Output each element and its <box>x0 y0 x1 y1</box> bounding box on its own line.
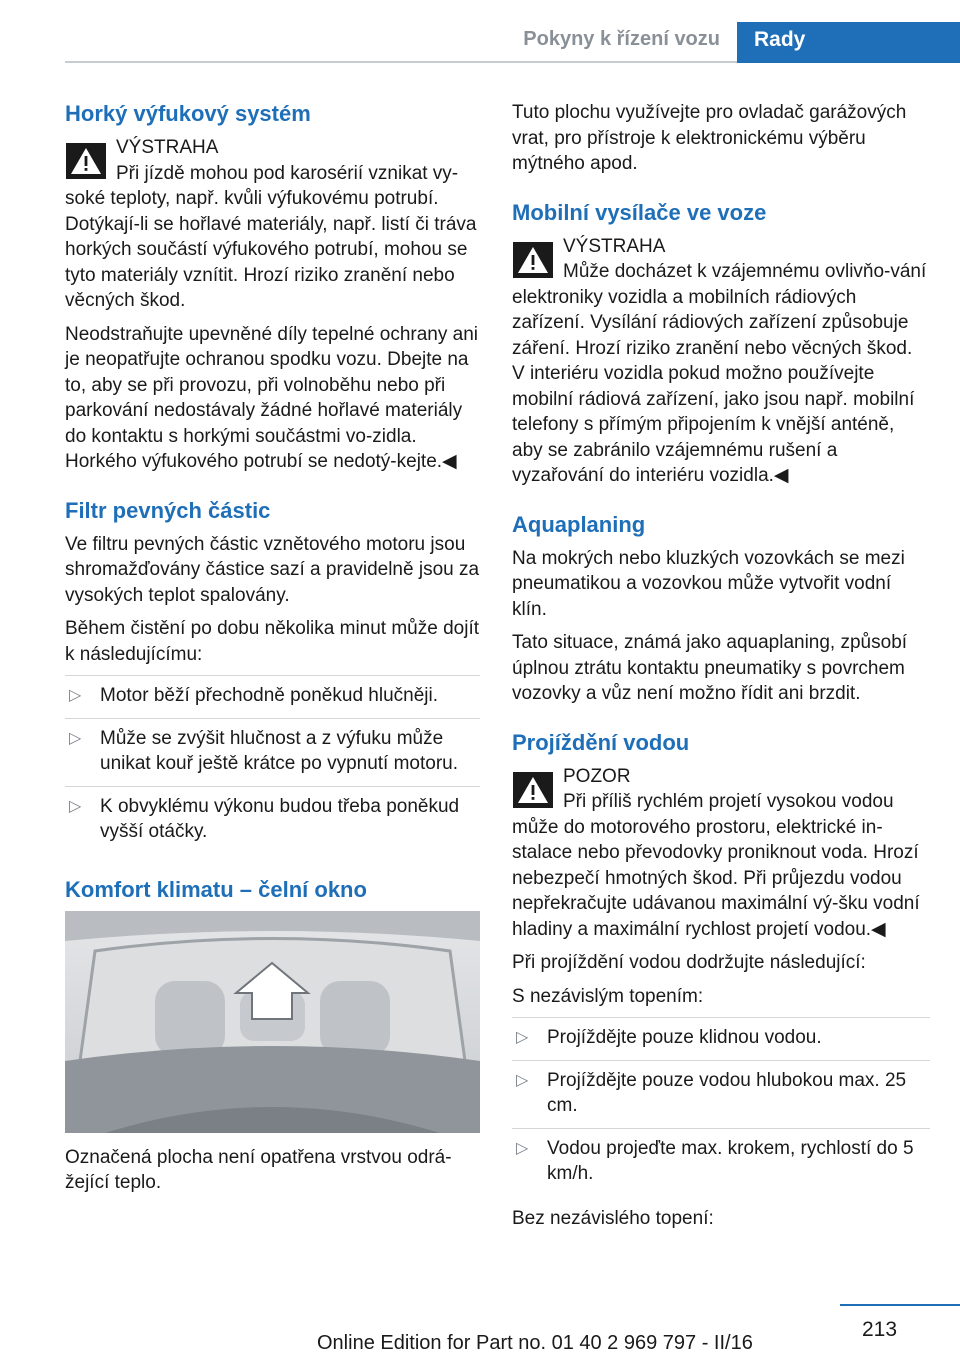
edition-footer: Online Edition for Part no. 01 40 2 969 797 - II/16 <box>317 1332 753 1354</box>
section-title-particle-filter: Filtr pevných částic <box>65 497 271 523</box>
paragraph: Během čistění po dobu několika minut může dojít k následujícímu: <box>65 618 480 665</box>
photo-caption: Označená plocha není opatřena vrstvou odrá‐žející teplo. <box>65 1146 452 1193</box>
warning-label: VÝSTRAHA <box>116 137 219 158</box>
list-item <box>512 1017 930 1060</box>
list-item-text: Může se zvýšit hlučnost a z výfuku může unikat kouř ještě krátce po vypnutí motoru. <box>100 727 459 774</box>
bullet-triangle-icon: ▷ <box>69 729 82 747</box>
caution-label: POZOR <box>563 765 631 787</box>
paragraph: Na mokrých nebo kluzkých vozovkách se mezi pneumatikou a vozovkou může vytvořit vodní klín. <box>512 547 905 620</box>
section-title-mobile-transmitters: Mobilní vysílače ve voze <box>512 199 767 225</box>
list-item-text: Projíždějte pouze vodou hlubokou max. 25 cm. <box>547 1069 907 1116</box>
section-title-exhaust: Horký výfukový systém <box>65 101 311 126</box>
bullet-triangle-icon: ▷ <box>516 1029 529 1046</box>
list-item-text: Vodou projeďte max. krokem, rychlostí do 5 km/h. <box>547 1137 914 1184</box>
warning-text: Při jízdě mohou pod karosérií vznikat vy‐soké teploty, např. kvůli výfukovému potrubí. Dotýkají-li se hořlavé materiály, např. listí či tráva horkých součástí výfukového potrubí, mohou se tyto materiály vznítit. Hrozí riziko zranění nebo věcných škod. <box>65 162 477 311</box>
bullet-list <box>65 675 480 854</box>
header-rule <box>65 61 737 63</box>
right-column <box>512 100 930 1239</box>
caution-water <box>512 764 930 943</box>
list-item <box>512 1060 930 1128</box>
bullet-triangle-icon: ▷ <box>516 1139 529 1157</box>
windshield-photo <box>65 911 480 1133</box>
bullet-list <box>512 1017 930 1196</box>
warning-label: VÝSTRAHA <box>563 235 666 257</box>
left-column <box>65 100 480 1204</box>
warning-text: Může docházet k vzájemnému ovlivňo‐vání elektroniky vozidla a mobilních rádiových zařízení. Vysílání rádiových zařízení způsobuje záření. Hrozí riziko zranění nebo věcných škod. V interiéru vozidla pokud možno používejte mobilní rádiová zařízení, jako jsou např. mobilní telefony s přímým připojením k vnější anténě, aby se zabránilo vzájemnému rušení a vyzařování do interiéru vozidla.◀ <box>512 261 927 486</box>
paragraph: Tato situace, známá jako aquaplaning, způsobí úplnou ztrátu kontaktu pneumatiky s povrchem vozovky a vůz není možno řídit ani brzdit. <box>512 632 908 704</box>
warning-mobile <box>512 234 930 489</box>
page-number: 213 <box>862 1318 898 1341</box>
warning-triangle-icon <box>66 143 106 179</box>
bullet-triangle-icon: ▷ <box>69 687 82 704</box>
list-item <box>65 786 480 854</box>
paragraph: S nezávislým topením: <box>512 985 704 1007</box>
list-item-text: Motor běží přechodně poněkud hlučněji. <box>100 685 439 706</box>
list-item <box>65 675 480 718</box>
bullet-triangle-icon: ▷ <box>516 1071 529 1089</box>
list-item-text: K obvyklému výkonu budou třeba poněkud vyšší otáčky. <box>100 795 460 842</box>
paragraph: Tuto plochu využívejte pro ovladač garážových vrat, pro přístroje k elektronickému výběru mýtného apod. <box>512 102 907 174</box>
list-item-text: Projíždějte pouze klidnou vodou. <box>547 1027 822 1048</box>
paragraph: Neodstraňujte upevněné díly tepelné ochrany ani je neopatřujte ochranou spodku vozu. Dbejte na to, aby se při provozu, při volnoběhu nebo při parkování nedostávaly žádné hořlavé materiály do kontaktu s horkými součástmi vo‐zidla. Horkého výfukového potrubí se nedotý‐kejte.◀ <box>65 323 479 472</box>
footer-rule <box>840 1304 960 1306</box>
caution-triangle-icon <box>513 772 553 808</box>
section-title-climate-windshield: Komfort klimatu – čelní okno <box>65 876 367 902</box>
warning-exhaust <box>65 135 480 314</box>
list-item <box>65 718 480 786</box>
paragraph: Ve filtru pevných částic vznětového motoru jsou shromažďovány částice sazí a pravidelně jsou za vysokých teplot spalovány. <box>65 533 480 606</box>
bullet-triangle-icon: ▷ <box>69 797 82 815</box>
caution-text: Při příliš rychlém projetí vysokou vodou může do motorového prostoru, elektrické in‐stalace nebo převodovky proniknout voda. Hrozí nebezpečí hmotných škod. Při průjezdu vodou nepřekračujte udávanou maximální vý‐šku vodní hladiny a maximální rychlost projetí vodou.◀ <box>512 791 920 940</box>
paragraph: Bez nezávislého topení: <box>512 1207 714 1229</box>
section-title-aquaplaning: Aquaplaning <box>512 511 646 537</box>
header-section-title: Pokyny k řízení vozu <box>523 28 720 50</box>
paragraph: Při projíždění vodou dodržujte následující: <box>512 952 866 973</box>
header-tab: Rady <box>737 22 960 63</box>
section-title-driving-through-water: Projíždění vodou <box>512 729 690 755</box>
warning-triangle-icon <box>513 242 553 278</box>
list-item <box>512 1128 930 1196</box>
